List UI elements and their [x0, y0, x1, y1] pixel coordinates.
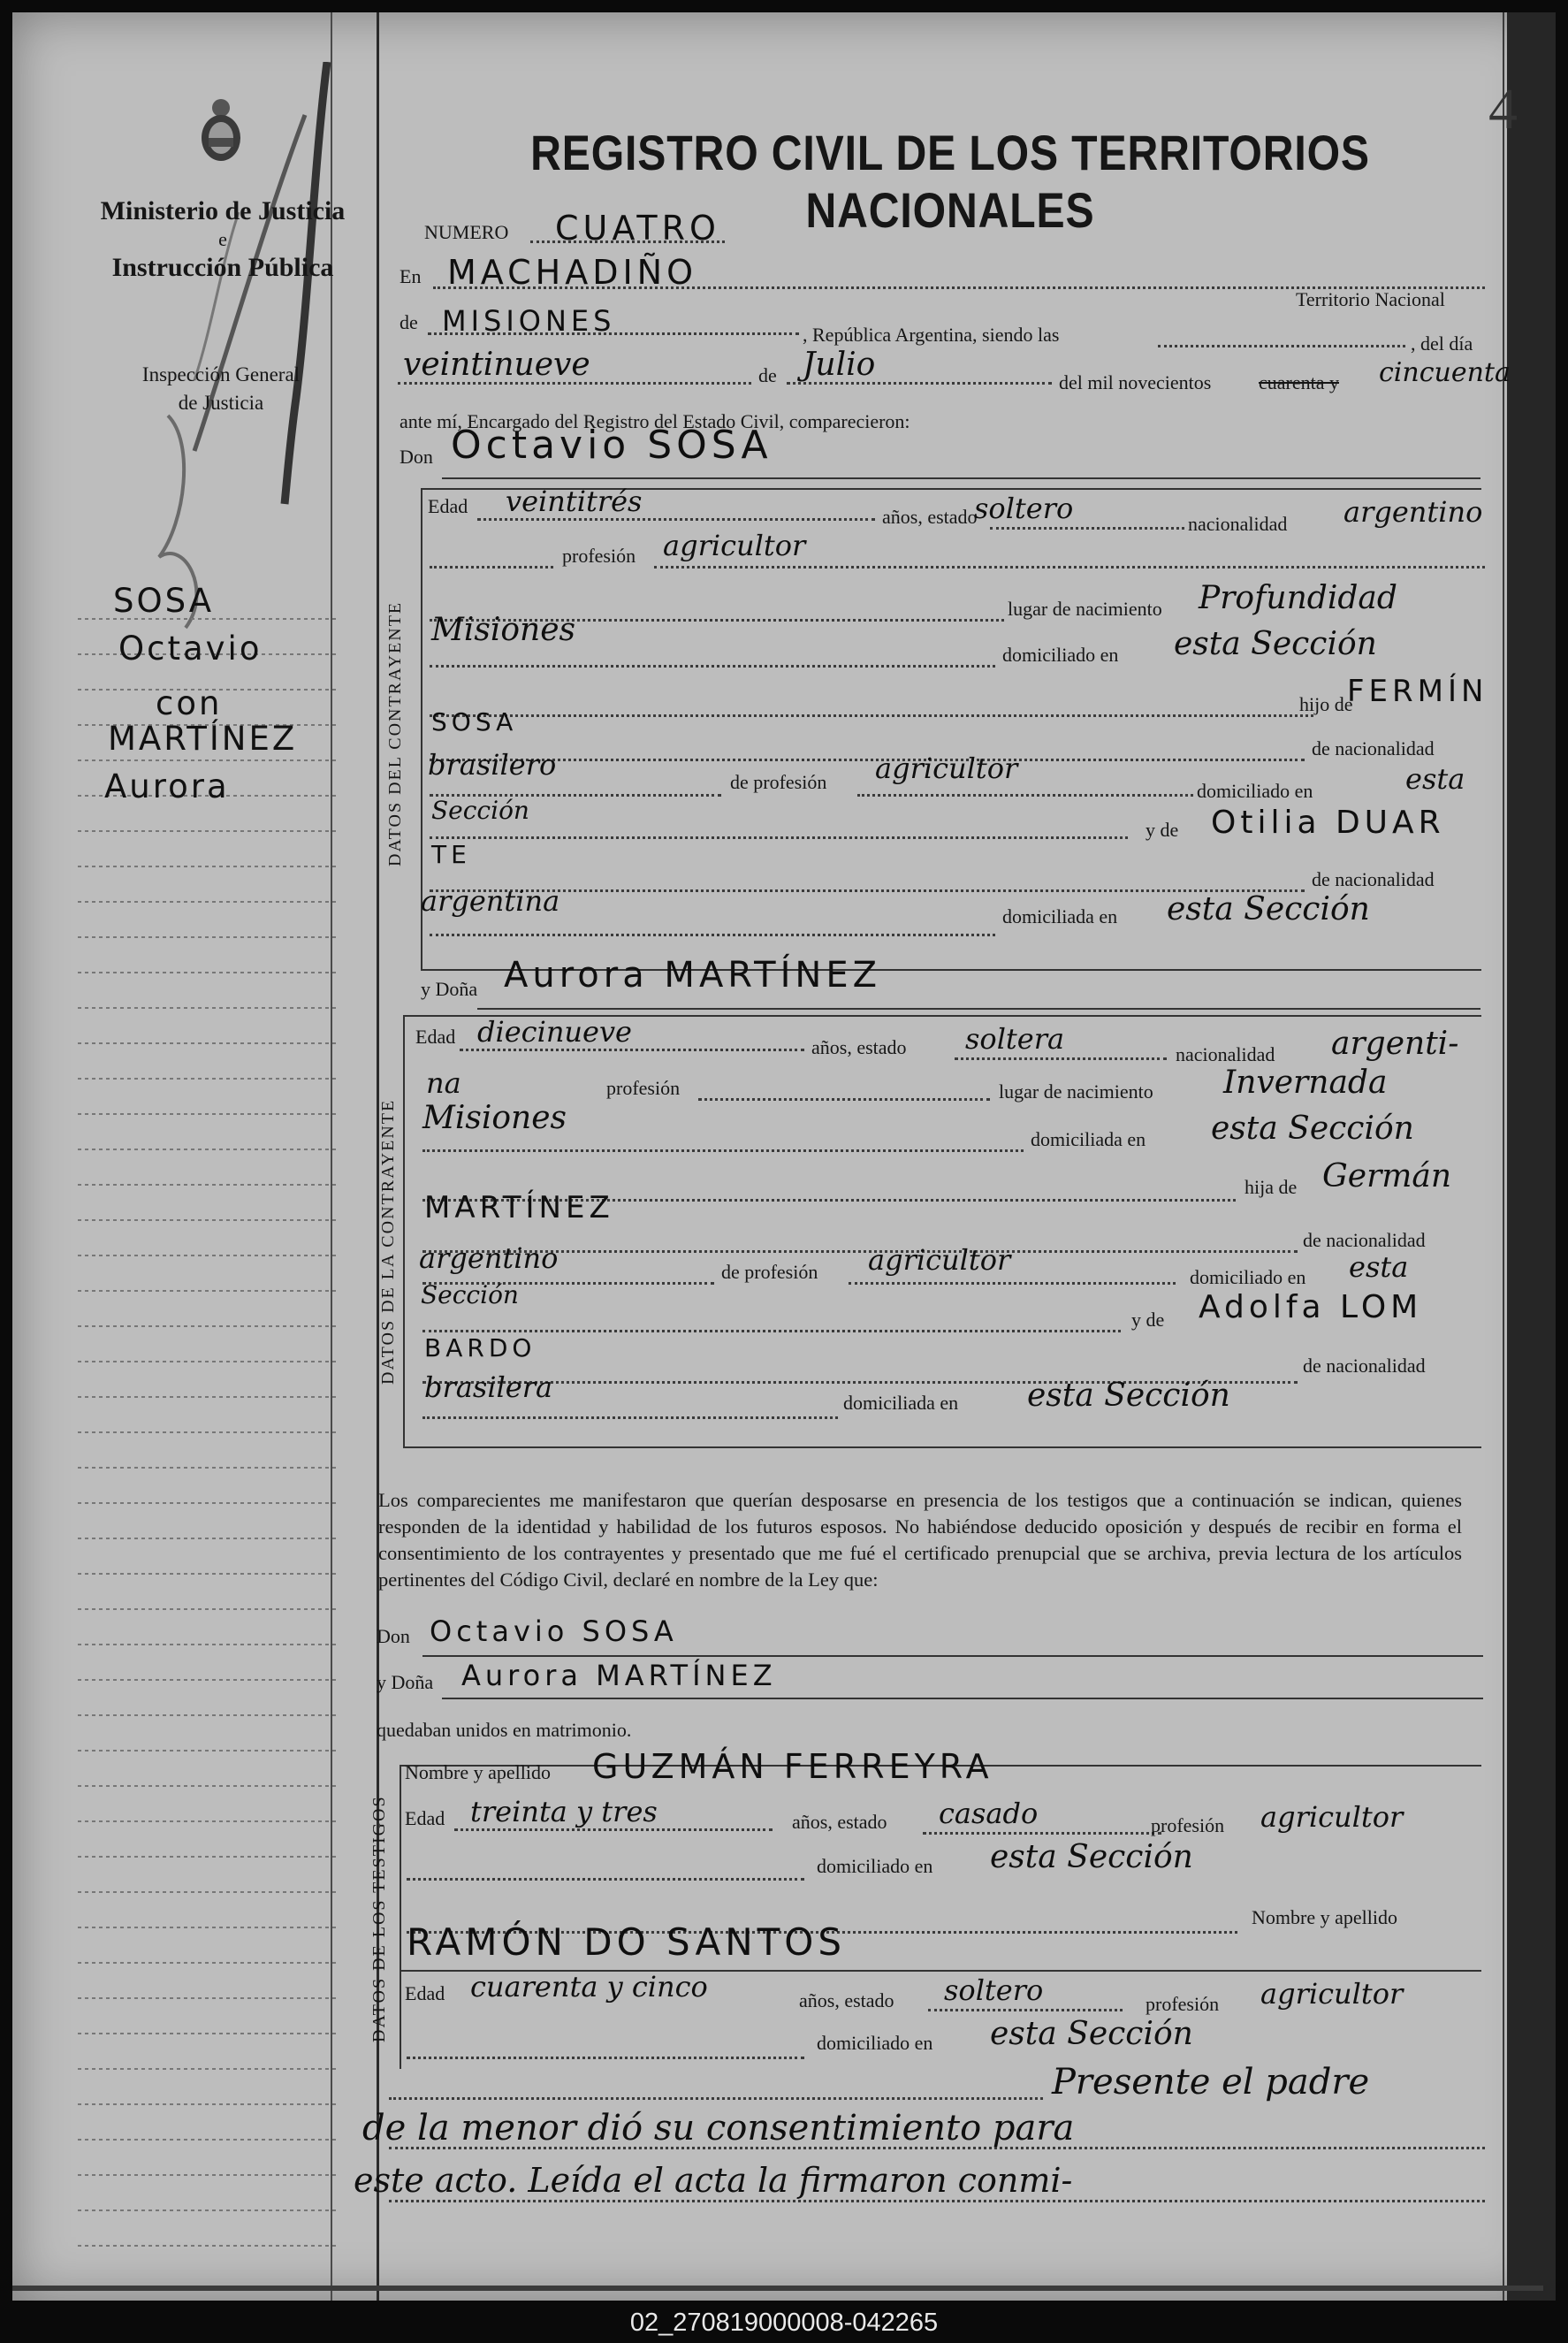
c-lugar-label: lugar de nacimiento: [1008, 598, 1162, 620]
f-padre-dom-value2: Sección: [421, 1280, 519, 1309]
c-madre-dom-lead-dotline: [430, 934, 995, 936]
f-lugar-value2: Misiones: [422, 1100, 567, 1136]
c-estado-dotline: [990, 527, 1184, 530]
de-label: de: [400, 311, 418, 333]
decl-dona-value: Aurora MARTÍNEZ: [461, 1659, 777, 1692]
f-padre-prof-value: agricultor: [868, 1243, 1011, 1277]
c-padre-nac-value: brasilero: [428, 748, 557, 782]
t2-edad-label: Edad: [405, 1982, 445, 2004]
c-padre-dom-value1: esta: [1405, 762, 1465, 796]
c-madre-lead-dotline: [430, 836, 1128, 839]
t2-estado-value: soltero: [944, 1973, 1044, 2007]
c-y-de-label: y de: [1146, 819, 1179, 841]
margin-note-surname: SOSA: [113, 582, 215, 620]
inspeccion-line2: de Justicia: [178, 392, 264, 414]
t2-dom-value: esta Sección: [990, 2016, 1193, 2052]
document-title: REGISTRO CIVIL DE LOS TERRITORIOS NACIONALES: [530, 125, 1370, 238]
decl-dona-label: y Doña: [377, 1671, 434, 1693]
book-binding: [1507, 12, 1556, 2301]
f-prof-dotline: [698, 1098, 990, 1101]
t2-estado-dotline: [928, 2009, 1123, 2011]
decl-dona-line: [442, 1698, 1483, 1699]
f-madre-dom-lead-dotline: [422, 1416, 838, 1419]
en-value: MACHADIÑO: [447, 253, 698, 292]
mil-label: del mil novecientos: [1059, 371, 1212, 393]
t2-dom-lead-dotline: [407, 2057, 804, 2059]
f-madre-dom-value: esta Sección: [1027, 1378, 1230, 1414]
t1-dom-lead-dotline: [407, 1878, 804, 1881]
obs-lead-dotline: [389, 2097, 1043, 2100]
c-dom-label: domiciliado en: [1002, 644, 1119, 666]
c-lugar-value2: Misiones: [431, 612, 576, 648]
f-de-nac-label2: de nacionalidad: [1303, 1355, 1426, 1377]
c-estado-value: soltero: [974, 492, 1074, 525]
f-nac-value1: argenti-: [1331, 1026, 1459, 1062]
f-nac-value2: na: [426, 1066, 461, 1100]
f-estado-dotline: [955, 1057, 1167, 1060]
f-edad-label: Edad: [415, 1026, 456, 1048]
margin-note-name2: Aurora: [104, 767, 230, 805]
f-madre-nac-value: brasilera: [424, 1370, 553, 1404]
de2-label: de: [758, 364, 777, 386]
f-prof-label: profesión: [606, 1077, 681, 1099]
decl-don-line: [422, 1655, 1483, 1657]
c-edad-dotline: [477, 518, 875, 521]
struck-value: cuarenta y: [1259, 371, 1339, 393]
bottom-rule: [12, 2286, 1543, 2291]
mes-value: Julio: [803, 347, 876, 383]
don-line: [442, 477, 1480, 479]
c-prof-lead-dotline: [430, 566, 553, 569]
t1-prof-value: agricultor: [1260, 1800, 1404, 1834]
c-de-prof-label: de profesión: [730, 771, 827, 793]
c-prof-dotline: [654, 566, 1485, 569]
en-label: En: [400, 265, 422, 287]
c-hijo-lead-dotline: [430, 714, 1313, 717]
numero-label: NUMERO: [424, 221, 509, 243]
c-edad-value: veintitrés: [506, 485, 643, 518]
c-edad-label: Edad: [428, 495, 468, 517]
f-padre-nac-value: argentino: [419, 1241, 559, 1275]
hora-dotline: [1158, 345, 1405, 347]
t1-estado-value: casado: [939, 1797, 1039, 1830]
dia-dotline: [398, 382, 751, 385]
don-value: Octavio SOSA: [451, 423, 773, 468]
c-nac-label: nacionalidad: [1188, 513, 1288, 535]
ministry-heading: [81, 196, 364, 283]
f-padre-value1: Germán: [1322, 1158, 1452, 1194]
c-madre-dom-label: domiciliada en: [1002, 905, 1118, 927]
quedaban-label: quedaban unidos en matrimonio.: [377, 1719, 632, 1741]
del-dia-label: , del día: [1411, 332, 1473, 355]
f-dom-value: esta Sección: [1211, 1110, 1414, 1147]
t1-anos-label: años, estado: [792, 1811, 887, 1833]
f-padre-dom-value1: esta: [1349, 1250, 1409, 1284]
declaration-paragraph: Los comparecientes me manifestaron que querían desposarse en presencia de los testigos que a continuación se indican, quienes responden de la identidad y habilidad de los futuros esposos. No habiéndose deducido oposición y después de recibir en forma el consentimiento de los contrayentes y presentado que me fué el certificado prenupcial que se archiva, previa lectura de los artículos pertinentes del Código Civil, declaré en nombre de la Ley que:: [378, 1489, 1462, 1591]
f-edad-dotline: [460, 1049, 804, 1051]
don-label: Don: [400, 446, 433, 468]
t1-nombre-label: Nombre y apellido: [405, 1761, 551, 1783]
margin-ruled-lines: [78, 601, 339, 2263]
f-y-de-label: y de: [1131, 1309, 1165, 1331]
c-nac-value: argentino: [1343, 495, 1483, 529]
dona-line: [477, 1008, 1480, 1010]
ante-label: ante mí, Encargado del Registro del Estado Civil, comparecieron:: [400, 410, 910, 432]
c-dom-lead-dotline: [430, 665, 995, 668]
dona-value: Aurora MARTÍNEZ: [504, 955, 882, 996]
decl-don-value: Octavio SOSA: [430, 1614, 678, 1648]
obs-dotline3: [389, 2200, 1485, 2202]
page-number: 4: [1488, 77, 1518, 141]
c-prof-label: profesión: [562, 545, 636, 567]
t2-nombre-value: RAMÓN DO SANTOS: [407, 1920, 846, 1964]
dia-value: veintinueve: [403, 347, 590, 383]
f-estado-value: soltera: [965, 1022, 1065, 1056]
f-madre-value1: Adolfa LOM: [1199, 1289, 1423, 1325]
contrayente-side-label: DATOS DEL CONTRAYENTE: [385, 600, 405, 866]
obs-line3: este acto. Leída el acta la firmaron conmi-: [354, 2161, 1073, 2200]
c-de-nac-label: de nacionalidad: [1312, 737, 1435, 759]
f-madre-value2: BARDO: [424, 1333, 537, 1362]
t1-edad-label: Edad: [405, 1807, 445, 1829]
f-de-nac-label: de nacionalidad: [1303, 1229, 1426, 1251]
territorio-label: Territorio Nacional: [1296, 288, 1445, 310]
c-prof-value: agricultor: [663, 529, 806, 562]
t2-edad-value: cuarenta y cinco: [470, 1970, 708, 2003]
c-madre-nac-value: argentina: [421, 884, 560, 918]
right-rule: [1503, 12, 1504, 2301]
f-anos-label: años, estado: [811, 1036, 907, 1058]
f-padre-value2: MARTÍNEZ: [424, 1190, 614, 1225]
f-edad-value: diecinueve: [477, 1015, 632, 1049]
inspeccion-line1: Inspección General: [141, 363, 301, 385]
obs-line2: de la menor dió su consentimiento para: [362, 2108, 1075, 2148]
contrayenta-bottom-line: [403, 1446, 1481, 1448]
f-madre-lead-dotline: [422, 1330, 1121, 1332]
t1-edad-dotline: [454, 1828, 773, 1831]
f-nac-label: nacionalidad: [1176, 1043, 1275, 1065]
t1-edad-value: treinta y tres: [470, 1795, 658, 1828]
t1-nombre-value: GUZMÁN FERREYRA: [592, 1747, 993, 1786]
f-de-prof-label: de profesión: [721, 1261, 818, 1283]
f-padre-prof-dotline: [849, 1282, 1176, 1285]
c-dom-value: esta Sección: [1174, 626, 1377, 662]
f-dom-en-label: domiciliado en: [1190, 1266, 1306, 1288]
t2-anos-label: años, estado: [799, 1989, 894, 2011]
numero-value: CUATRO: [555, 209, 720, 248]
contrayenta-bracket: [403, 1015, 405, 1446]
c-anos-label: años, estado: [882, 506, 978, 528]
c-hijo-label: hijo de: [1299, 693, 1353, 715]
testigos-side-label: DATOS DE LOS TESTIGOS: [369, 1795, 389, 2042]
testigos-bracket: [400, 1765, 401, 2069]
c-dom-en-label: domiciliado en: [1197, 780, 1313, 802]
c-padre-value2: SOSA: [431, 707, 518, 736]
margin-note-surname2: MARTÍNEZ: [108, 720, 298, 758]
f-dom-label: domiciliada en: [1031, 1128, 1146, 1150]
anio-value: cincuenta: [1379, 357, 1511, 388]
f-lugar-label: lugar de nacimiento: [999, 1080, 1153, 1103]
t2-prof-label: profesión: [1146, 1993, 1220, 2015]
c-madre-dom-value: esta Sección: [1167, 891, 1370, 927]
t2-nombre-label: Nombre y apellido: [1252, 1906, 1397, 1928]
t1-dom-label: domiciliado en: [817, 1855, 933, 1877]
margin-note-con: con: [156, 684, 223, 722]
ministry-line2: Instrucción Pública: [111, 253, 334, 282]
f-dom-lead-dotline: [422, 1149, 1024, 1152]
c-madre-value2: TE: [431, 840, 471, 869]
y-dona-label: y Doña: [421, 978, 478, 1000]
ministry-line1: Ministerio de Justicia: [100, 196, 346, 225]
c-lugar-value: Profundidad: [1199, 580, 1397, 616]
f-madre-dom-label: domiciliada en: [843, 1392, 959, 1414]
c-de-nac-label2: de nacionalidad: [1312, 868, 1435, 890]
contrayenta-side-label: DATOS DE LA CONTRAYENTE: [378, 1098, 398, 1385]
inspeccion-heading: [106, 361, 336, 417]
c-padre-prof-value: agricultor: [875, 752, 1018, 785]
t1-estado-dotline: [923, 1832, 1161, 1835]
c-padre-prof-dotline: [857, 794, 1193, 797]
t1-dom-value: esta Sección: [990, 1839, 1193, 1875]
t2-prof-value: agricultor: [1260, 1977, 1404, 2011]
t2-dom-label: domiciliado en: [817, 2032, 933, 2054]
decl-don-label: Don: [377, 1625, 410, 1647]
republica-label: , República Argentina, siendo las: [803, 324, 1060, 346]
t1-prof-label: profesión: [1151, 1814, 1225, 1836]
c-madre-value1: Otilia DUAR: [1211, 805, 1445, 841]
margin-note-name: Octavio: [118, 630, 263, 668]
ministry-e: e: [218, 228, 227, 250]
de-value: MISIONES: [442, 304, 616, 338]
c-padre-nac-dotline: [430, 759, 1305, 761]
f-lugar-value: Invernada: [1223, 1065, 1388, 1101]
c-padre-value1: FERMÍN: [1347, 674, 1488, 709]
f-hija-label: hija de: [1245, 1176, 1298, 1198]
c-padre-dom-value2: Sección: [431, 796, 529, 825]
footer-image-id: 02_270819000008-042265: [629, 2309, 939, 2337]
obs-line1: Presente el padre: [1052, 2062, 1370, 2103]
